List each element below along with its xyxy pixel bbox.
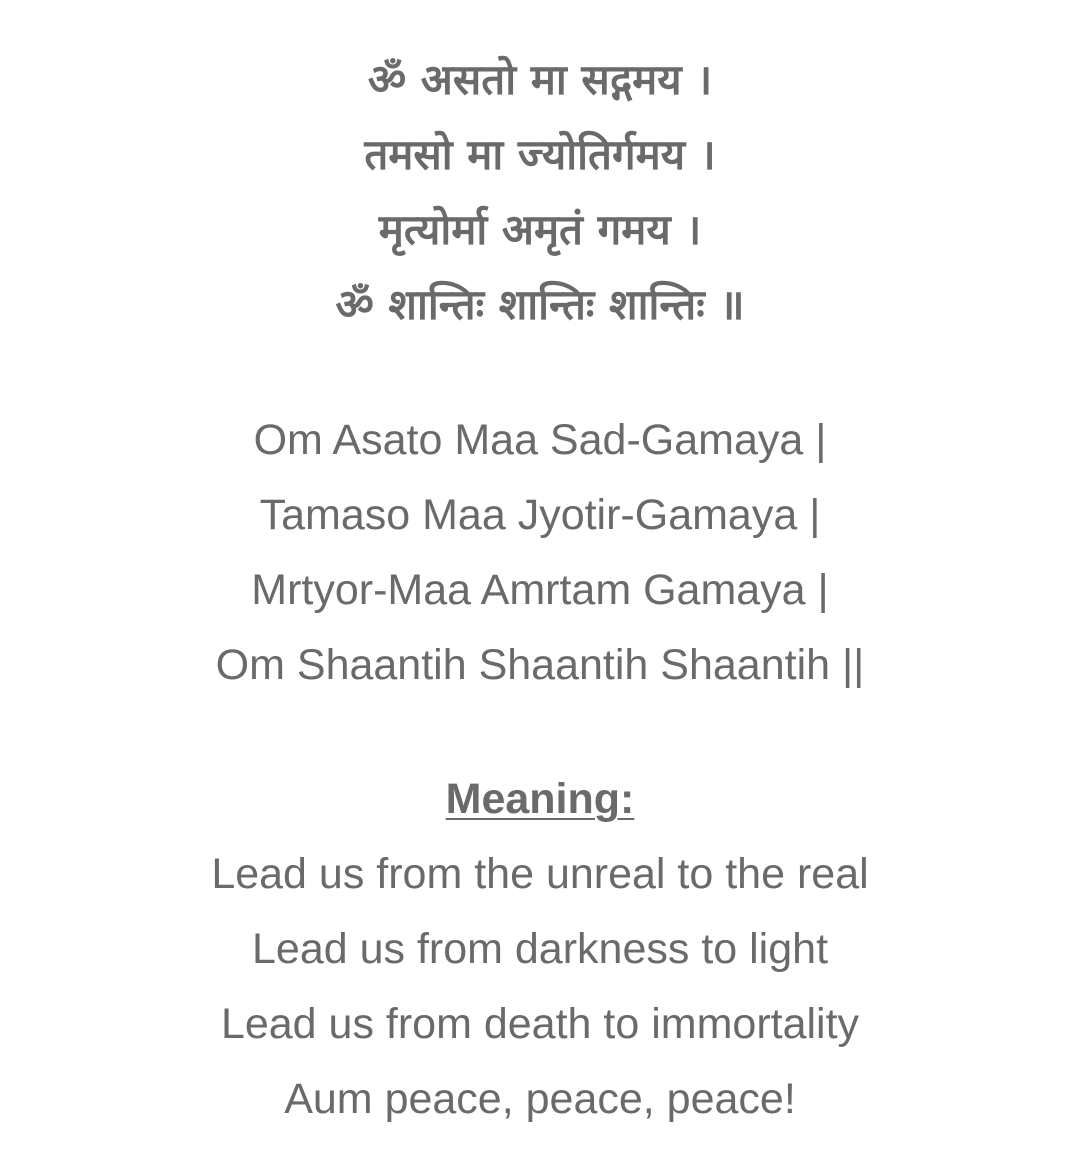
transliteration-line: Om Asato Maa Sad-Gamaya | <box>253 416 827 464</box>
sanskrit-line: ॐ असतो मा सद्गमय । <box>367 55 713 104</box>
meaning-heading: Meaning: <box>445 775 635 823</box>
meaning-heading-row <box>0 772 1080 826</box>
meaning-line: Lead us from the unreal to the real <box>211 850 869 898</box>
sanskrit-line: ॐ शान्तिः शान्तिः शान्तिः ॥ <box>335 280 745 329</box>
sanskrit-line: तमसो मा ज्योतिर्गमय । <box>364 130 716 179</box>
sanskrit-line: मृत्योर्मा अमृतं गमय । <box>378 205 702 254</box>
transliteration-line: Mrtyor-Maa Amrtam Gamaya | <box>251 566 829 614</box>
transliteration-line: Tamaso Maa Jyotir-Gamaya | <box>259 491 821 539</box>
meaning-line: Aum peace, peace, peace! <box>284 1075 796 1123</box>
meaning-line: Lead us from darkness to light <box>251 925 829 973</box>
transliteration-line: Om Shaantih Shaantih Shaantih || <box>215 641 865 689</box>
meaning-line: Lead us from death to immortality <box>220 1000 860 1048</box>
